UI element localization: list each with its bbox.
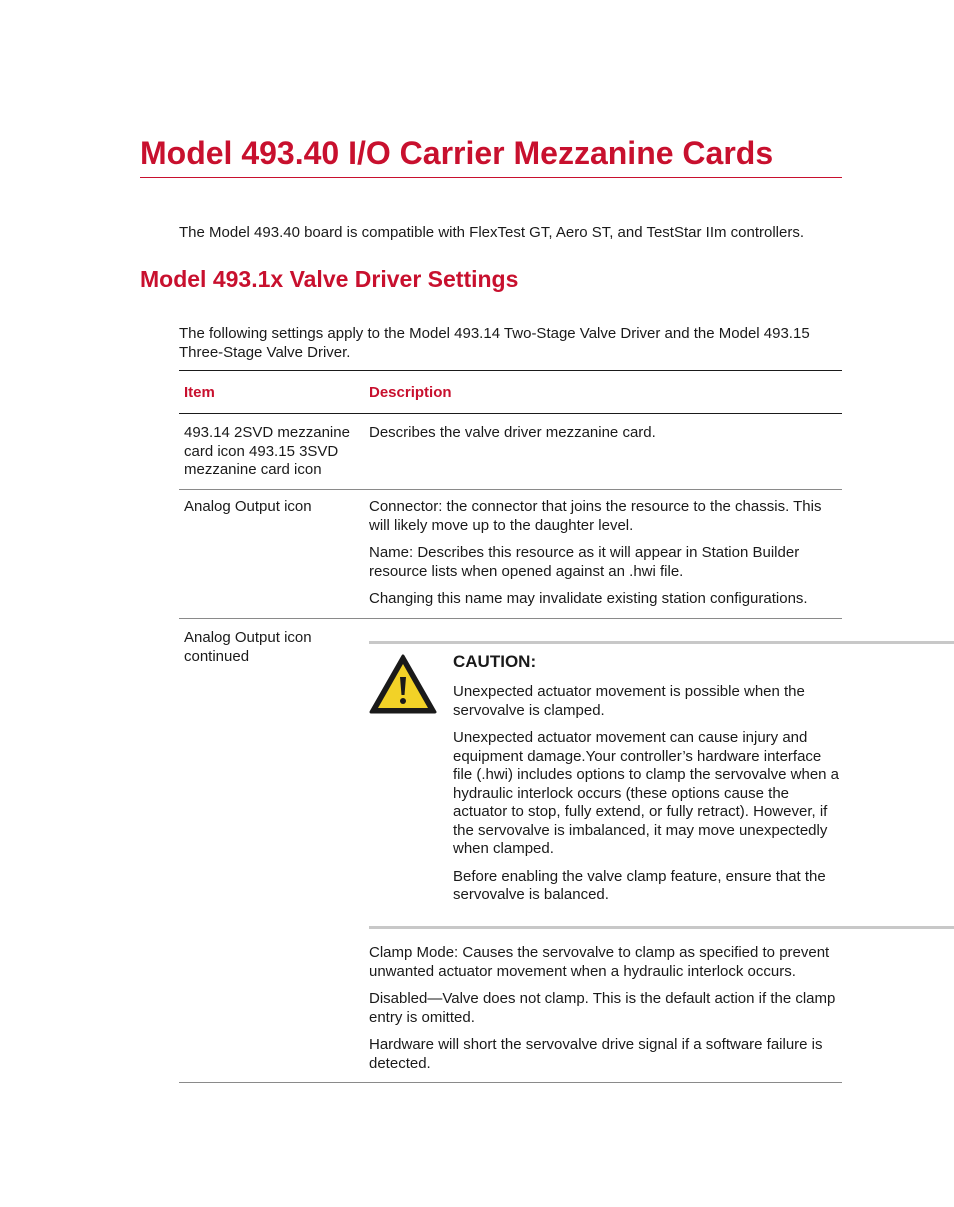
caution-paragraph: Unexpected actuator movement is possible when the servovalve is clamped. <box>453 683 805 719</box>
table-top-rule <box>179 370 842 371</box>
caution-title: CAUTION: <box>453 652 537 671</box>
description-paragraph: Describes the valve driver mezzanine card. <box>369 424 656 441</box>
caution-paragraph: Unexpected actuator movement can cause injury and equipment damage.Your controller’s hardware interface file (.hwi) includes options to clamp the servovalve when a hydraulic interlock occurs (these options cause the actuator to stop, fully extend, or fully retract). However, if the servovalve is imbalanced, it may move unexpectedly when clamped. <box>453 729 840 857</box>
page-title: Model 493.40 I/O Carrier Mezzanine Cards <box>140 135 774 171</box>
caution-bottom-bar <box>369 926 954 929</box>
description-paragraph: Name: Describes this resource as it will appear in Station Builder resource lists when opened against an .hwi file. <box>369 544 800 580</box>
caution-paragraph: Before enabling the valve clamp feature, ensure that the servovalve is balanced. <box>453 867 826 903</box>
table-row-1-item: 493.14 2SVD mezzanine card icon 493.15 3SVD mezzanine card icon <box>184 424 350 478</box>
intro-paragraph: The Model 493.40 board is compatible with FlexTest GT, Aero ST, and TestStar IIm controllers. <box>179 224 805 241</box>
description-paragraph: Disabled—Valve does not clamp. This is the default action if the clamp entry is omitted. <box>369 990 836 1026</box>
table-row-3-description <box>369 944 841 1082</box>
table-row-2-item: Analog Output icon <box>184 498 312 515</box>
title-underline <box>140 177 842 178</box>
table-bottom-rule <box>179 1082 842 1083</box>
row-divider <box>179 618 842 619</box>
column-header-item: Item <box>184 384 215 401</box>
description-paragraph: Connector: the connector that joins the resource to the chassis. This will likely move up to the daughter level. <box>369 498 822 534</box>
table-row-2-description <box>369 498 841 618</box>
table-row-3-item: Analog Output icon continued <box>184 629 312 665</box>
section-heading: Model 493.1x Valve Driver Settings <box>140 266 519 292</box>
table-header-rule <box>179 413 842 414</box>
column-header-description: Description <box>369 384 452 401</box>
description-paragraph: Clamp Mode: Causes the servovalve to clamp as specified to prevent unwanted actuator movement when a hydraulic interlock occurs. <box>369 944 830 980</box>
table-row-1-description <box>369 424 841 452</box>
row-divider <box>179 489 842 490</box>
section-lead-paragraph: The following settings apply to the Model 493.14 Two-Stage Valve Driver and the Model 493.15 Three-Stage Valve Driver. <box>179 325 810 361</box>
description-paragraph: Hardware will short the servovalve drive signal if a software failure is detected. <box>369 1036 823 1072</box>
warning-triangle-icon <box>369 653 437 715</box>
caution-top-bar <box>369 641 954 644</box>
description-paragraph: Changing this name may invalidate existing station configurations. <box>369 590 808 607</box>
caution-body <box>453 683 841 914</box>
